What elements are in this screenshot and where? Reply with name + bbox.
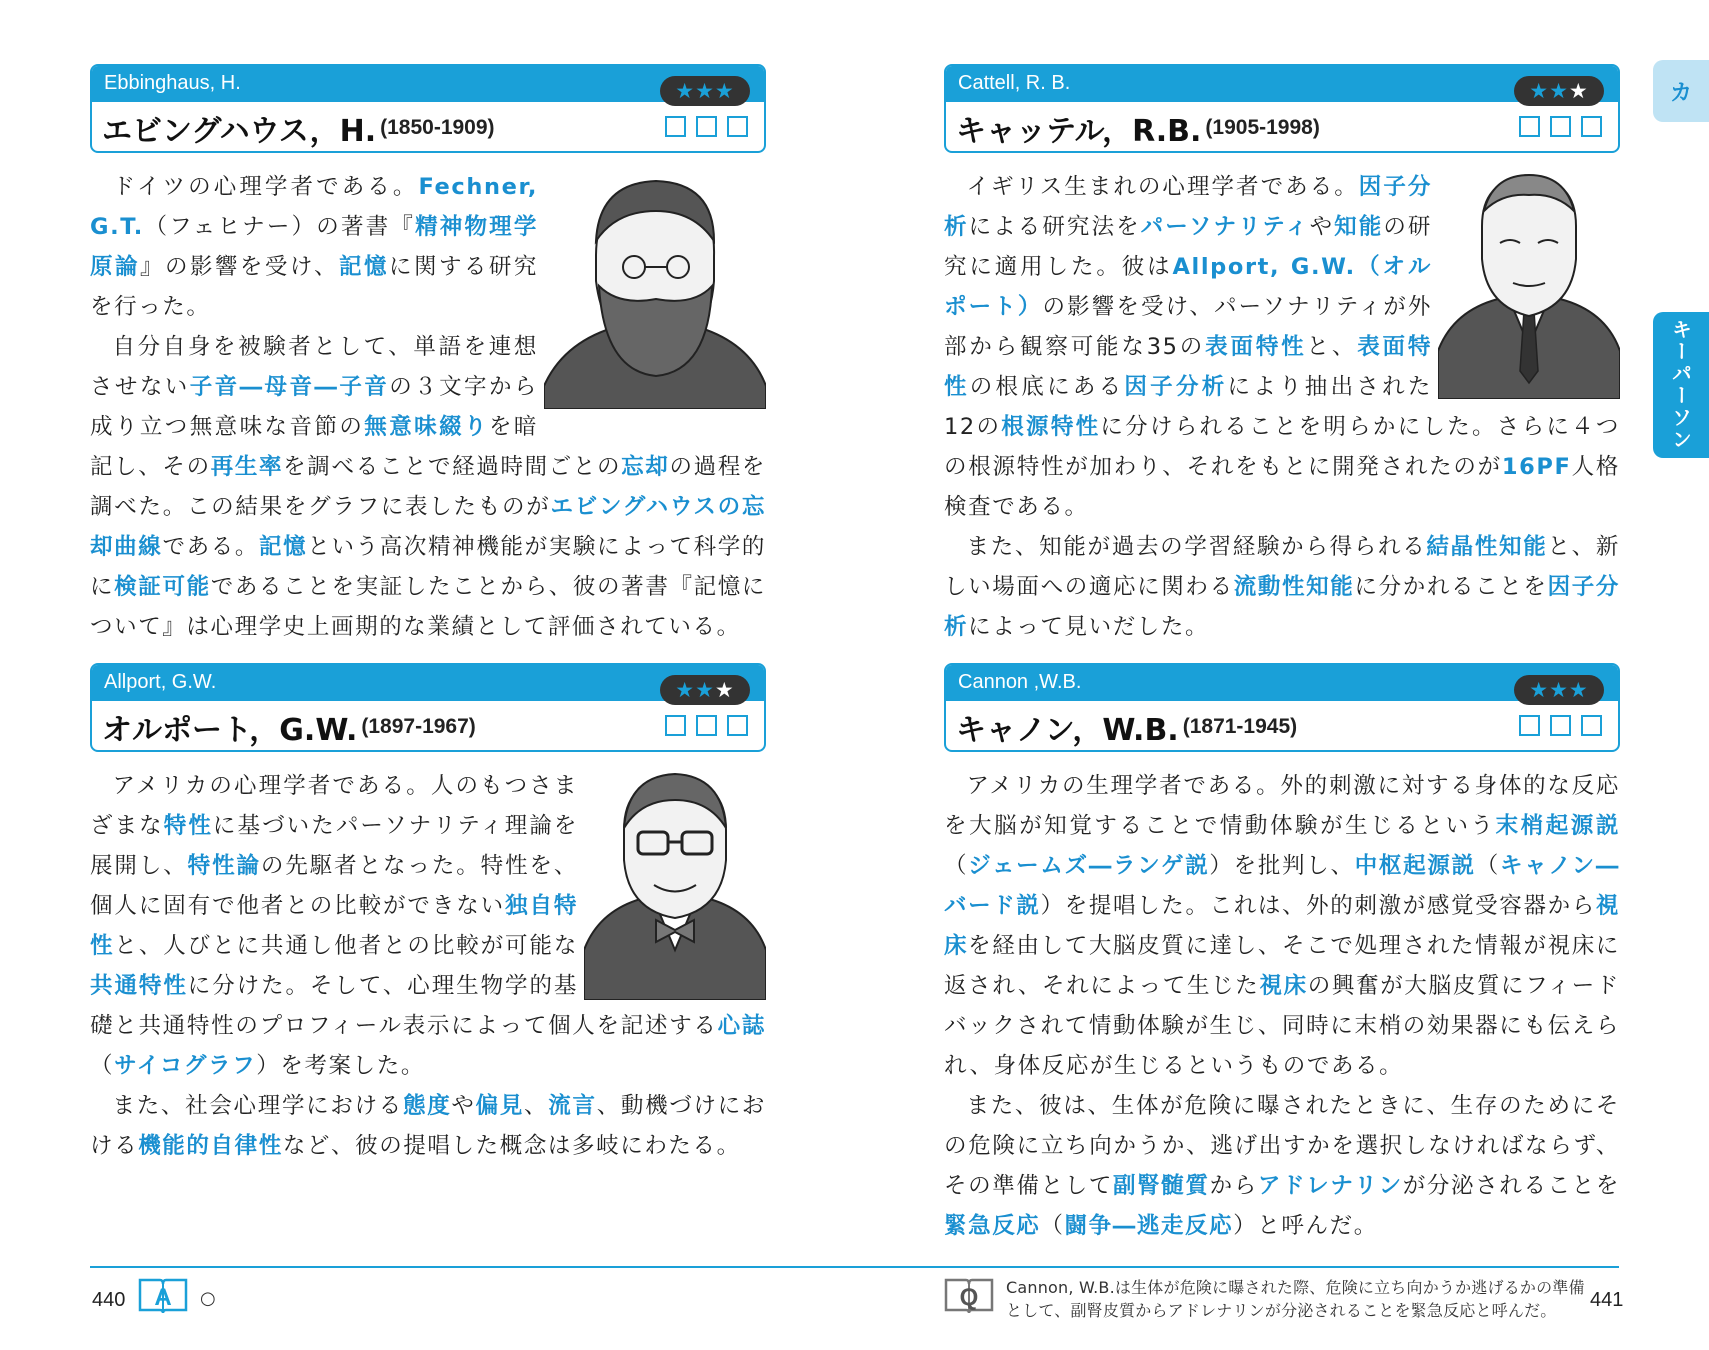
paragraph bbox=[944, 527, 1620, 647]
text-run: によって見いだした。 bbox=[968, 614, 1210, 640]
text-run: と、新しい場面への適応に関わる bbox=[944, 534, 1620, 600]
review-checkbox[interactable] bbox=[727, 715, 748, 736]
review-checkbox[interactable] bbox=[1550, 116, 1571, 137]
review-checkboxes bbox=[1519, 715, 1602, 736]
text-run: アメリカの心理学者である。人のもつさまざまな bbox=[90, 773, 578, 839]
keyword: 記憶 bbox=[259, 534, 308, 560]
life-dates: (1871-1945) bbox=[1182, 714, 1298, 738]
keyword: 心誌 bbox=[717, 1013, 766, 1039]
keyword: 因子分析 bbox=[1124, 374, 1228, 400]
portrait-cattell bbox=[1438, 171, 1620, 399]
text-run: により抽出された12の bbox=[944, 374, 1432, 440]
star-filled-icon: ★ bbox=[675, 678, 696, 702]
page-number-left: 440 bbox=[92, 1289, 126, 1311]
text-run: である。 bbox=[162, 534, 260, 560]
text-run: と、 bbox=[1306, 334, 1358, 360]
keyword: 視床 bbox=[944, 893, 1620, 959]
keyword: 機能的自律性 bbox=[138, 1133, 283, 1159]
keyword: 特性論 bbox=[187, 853, 261, 879]
footer-rule bbox=[90, 1266, 1619, 1268]
name-japanese: キャッテル，R.B. bbox=[956, 113, 1202, 149]
answer-book-icon bbox=[138, 1276, 188, 1314]
star-filled-icon: ★ bbox=[1568, 678, 1589, 702]
text-run: から bbox=[1209, 1173, 1258, 1199]
keyword: 子音―母音―子音 bbox=[189, 374, 390, 400]
star-filled-icon: ★ bbox=[695, 678, 715, 702]
entry-header bbox=[944, 663, 1620, 752]
text-run: の過程を調べた。この結果をグラフに表したものが bbox=[90, 454, 766, 520]
keyword: 根源特性 bbox=[1001, 414, 1101, 440]
keyword: 結晶性知能 bbox=[1426, 534, 1548, 560]
portrait-ebbinghaus bbox=[544, 171, 766, 409]
name-english: Allport, G.W. bbox=[92, 665, 764, 701]
importance-stars bbox=[1514, 675, 1604, 705]
keyword: 独自特性 bbox=[90, 893, 578, 959]
keyword: 無意味綴り bbox=[364, 414, 489, 440]
name-english: Cannon ,W.B. bbox=[946, 665, 1618, 701]
text-run: が分泌されることを bbox=[1402, 1173, 1621, 1199]
review-checkbox[interactable] bbox=[727, 116, 748, 137]
text-run: また、社会心理学における bbox=[112, 1093, 403, 1119]
text-run: に関する研究を行った。 bbox=[90, 254, 539, 320]
keyword: 流言 bbox=[548, 1093, 597, 1119]
text-run: 自分自身を被験者として、単語を連想させない bbox=[90, 334, 538, 400]
keyword: サイコグラフ bbox=[114, 1053, 257, 1079]
keyword: キャノン―バード説 bbox=[944, 853, 1620, 919]
life-dates: (1850-1909) bbox=[380, 115, 495, 139]
star-filled-icon: ★ bbox=[1549, 79, 1569, 103]
question-icon-letter: Q bbox=[959, 1284, 979, 1311]
text-run: と、人びとに共通し他者との比較が可能な bbox=[114, 933, 578, 959]
text-run: ）を批判し、 bbox=[1209, 853, 1355, 879]
text-run: ）を考案した。 bbox=[256, 1053, 425, 1079]
entry-body bbox=[90, 766, 766, 1166]
text-run: など、彼の提唱した概念は多岐にわたる。 bbox=[282, 1133, 741, 1159]
text-run: アメリカの生理学者である。外的刺激に対する身体的な反応を大脳が知覚することで情動体験が生じるという bbox=[944, 773, 1620, 839]
keyword: 中枢起源説 bbox=[1354, 853, 1476, 879]
text-run: の興奮が大脳皮質にフィードバックされて情動体験が生じ、同時に末梢の効果器にも伝えられ、身体反応が生じるというものである。 bbox=[944, 973, 1620, 1079]
entry-header bbox=[944, 64, 1620, 153]
keyword: 記憶 bbox=[338, 254, 389, 280]
keyword: 16PF bbox=[1501, 454, 1572, 480]
text-run: であることを実証したことから、彼の著書『記憶について』は心理学史上画期的な業績として評価されている。 bbox=[90, 574, 766, 640]
review-checkbox[interactable] bbox=[1581, 116, 1602, 137]
review-checkbox[interactable] bbox=[696, 715, 717, 736]
review-checkbox[interactable] bbox=[1550, 715, 1571, 736]
star-filled-icon: ★ bbox=[695, 79, 715, 103]
entry-body bbox=[90, 167, 766, 647]
text-run: （フェヒナー）の著書『 bbox=[143, 214, 416, 240]
review-checkboxes bbox=[665, 715, 748, 736]
entry-ebbinghaus bbox=[90, 64, 766, 647]
keyword: 表面特性 bbox=[944, 334, 1433, 400]
star-filled-icon: ★ bbox=[675, 79, 696, 103]
entry-allport bbox=[90, 663, 766, 1166]
text-run: ）と呼んだ。 bbox=[1233, 1213, 1378, 1239]
keyword: 緊急反応 bbox=[944, 1213, 1041, 1239]
keyword: 特性 bbox=[163, 813, 213, 839]
keyword: 副腎髄質 bbox=[1113, 1173, 1210, 1199]
keyword: 偏見 bbox=[475, 1093, 525, 1119]
review-checkbox[interactable] bbox=[1581, 715, 1602, 736]
importance-stars bbox=[1514, 76, 1604, 106]
keyword: 知能 bbox=[1334, 214, 1384, 240]
text-run: の影響を受け、パーソナリティが外部から観察可能な35の bbox=[944, 294, 1432, 360]
star-filled-icon: ★ bbox=[1529, 79, 1550, 103]
keyword: Fechner, G.T. bbox=[90, 174, 538, 240]
page-number-right: 441 bbox=[1590, 1289, 1624, 1311]
answer-icon-letter: A bbox=[154, 1284, 172, 1311]
review-checkbox[interactable] bbox=[1519, 715, 1540, 736]
entry-cannon bbox=[944, 663, 1620, 1246]
keyword: 忘却 bbox=[621, 454, 670, 480]
text-run: に分かれることを bbox=[1354, 574, 1548, 600]
importance-stars bbox=[660, 675, 750, 705]
review-checkbox[interactable] bbox=[665, 116, 686, 137]
text-run: という高次精神機能が実験によって科学的に bbox=[90, 534, 766, 600]
text-run: による研究法を bbox=[968, 214, 1141, 240]
review-checkbox[interactable] bbox=[665, 715, 686, 736]
text-run: （ bbox=[90, 1053, 115, 1079]
name-japanese: キャノン，W.B. bbox=[956, 712, 1179, 748]
text-run: （ bbox=[1475, 853, 1500, 879]
keyword: アドレナリン bbox=[1257, 1173, 1403, 1199]
text-run: の研究に適用した。彼は bbox=[944, 214, 1433, 280]
keyword: ジェームズ―ランゲ説 bbox=[968, 853, 1210, 879]
text-run: 人格検査である。 bbox=[944, 454, 1620, 520]
star-filled-icon: ★ bbox=[1549, 678, 1569, 702]
paragraph bbox=[944, 766, 1620, 1086]
keyword: 流動性知能 bbox=[1233, 574, 1355, 600]
text-run: に分けられることを明らかにした。さらに４つの根源特性が加わり、それをもとに開発されたのが bbox=[944, 414, 1620, 480]
review-checkboxes bbox=[1519, 116, 1602, 137]
keyword: パーソナリティ bbox=[1140, 214, 1310, 240]
text-run: の根底にある bbox=[969, 374, 1125, 400]
text-run: を経由して大脳皮質に達し、そこで処理された情報が視床に返され、それによって生じた bbox=[944, 933, 1621, 999]
index-tab-ka-label: カ bbox=[1669, 80, 1692, 106]
entry-body bbox=[944, 167, 1620, 647]
keyword: 表面特性 bbox=[1205, 334, 1307, 360]
review-checkbox[interactable] bbox=[1519, 116, 1540, 137]
name-japanese: エビングハウス，H. bbox=[102, 113, 377, 149]
text-run: の３文字から成り立つ無意味な音節の bbox=[90, 374, 539, 440]
text-run: 、動機づけにおける bbox=[90, 1093, 767, 1159]
review-checkbox[interactable] bbox=[696, 116, 717, 137]
entry-header bbox=[90, 663, 766, 752]
text-run: や bbox=[451, 1093, 476, 1119]
review-checkboxes bbox=[665, 116, 748, 137]
life-dates: (1897-1967) bbox=[361, 714, 476, 738]
star-empty-icon: ★ bbox=[714, 678, 735, 702]
text-run: に基づいたパーソナリティ理論を展開し、 bbox=[90, 813, 578, 879]
review-question: Cannon, W.B.は生体が危険に曝された際、危険に立ち向かうか逃げるかの準備として、副腎皮質からアドレナリンが分泌されることを緊急反応と呼んだ。 bbox=[1006, 1278, 1585, 1320]
text-run: の先駆者となった。特性を、個人に固有で他者との比較ができない bbox=[90, 853, 578, 919]
keyword: 闘争―逃走反応 bbox=[1064, 1213, 1234, 1239]
name-english: Cattell, R. B. bbox=[946, 66, 1618, 102]
importance-stars bbox=[660, 76, 750, 106]
keyword: 精神物理学原論 bbox=[90, 214, 538, 280]
portrait-allport bbox=[584, 770, 766, 1000]
text-run: （ bbox=[1040, 1213, 1065, 1239]
text-run: （ bbox=[944, 853, 969, 879]
text-run: を暗記し、その bbox=[90, 414, 538, 480]
star-filled-icon: ★ bbox=[714, 79, 735, 103]
keyword: 視床 bbox=[1259, 973, 1308, 999]
answer-mark: ○ bbox=[200, 1288, 216, 1309]
paragraph bbox=[90, 1086, 766, 1166]
text-run: に分けた。そして、心理生物学的基礎と共通特性のプロフィール表示によって個人を記述する bbox=[90, 973, 718, 1039]
question-book-icon bbox=[944, 1276, 994, 1314]
index-tab-keyperson[interactable] bbox=[1653, 312, 1709, 458]
keyword: Allport, G.W.（オルポート） bbox=[944, 254, 1433, 320]
keyword: エビングハウスの忘却曲線 bbox=[90, 494, 766, 560]
text-run: 、 bbox=[524, 1093, 549, 1119]
text-run: 』の影響を受け、 bbox=[139, 254, 339, 280]
text-run: を調べることで経過時間ごとの bbox=[283, 454, 622, 480]
paragraph bbox=[944, 1086, 1620, 1246]
name-japanese: オルポート，G.W. bbox=[102, 712, 358, 748]
entry-header bbox=[90, 64, 766, 153]
text-run: や bbox=[1309, 214, 1335, 240]
keyword: 再生率 bbox=[210, 454, 284, 480]
star-filled-icon: ★ bbox=[1529, 678, 1550, 702]
keyword: 末梢起源説 bbox=[1495, 813, 1620, 839]
keyword: 共通特性 bbox=[90, 973, 188, 999]
keyword: 因子分析 bbox=[944, 174, 1432, 240]
entry-body bbox=[944, 766, 1620, 1246]
keyword: 検証可能 bbox=[114, 574, 211, 600]
text-run: イギリス生まれの心理学者である。 bbox=[966, 174, 1359, 200]
name-english: Ebbinghaus, H. bbox=[92, 66, 764, 102]
keyword: 因子分析 bbox=[944, 574, 1620, 640]
text-run: ）を提唱した。これは、外的刺激が感覚受容器から bbox=[1040, 893, 1596, 919]
index-tab-keyperson-label: キーパーソン bbox=[1668, 319, 1693, 451]
keyword: 態度 bbox=[402, 1093, 452, 1119]
text-run: また、彼は、生体が危険に曝されたときに、生存のためにその危険に立ち向かうか、逃げ出すかを選択しなければならず、その準備として bbox=[944, 1093, 1620, 1199]
text-run: また、知能が過去の学習経験から得られる bbox=[966, 534, 1427, 560]
text-run: ドイツの心理学者である。 bbox=[112, 174, 419, 200]
life-dates: (1905-1998) bbox=[1205, 115, 1320, 139]
star-empty-icon: ★ bbox=[1568, 79, 1589, 103]
index-tab-ka[interactable] bbox=[1653, 60, 1709, 122]
entry-cattell bbox=[944, 64, 1620, 647]
